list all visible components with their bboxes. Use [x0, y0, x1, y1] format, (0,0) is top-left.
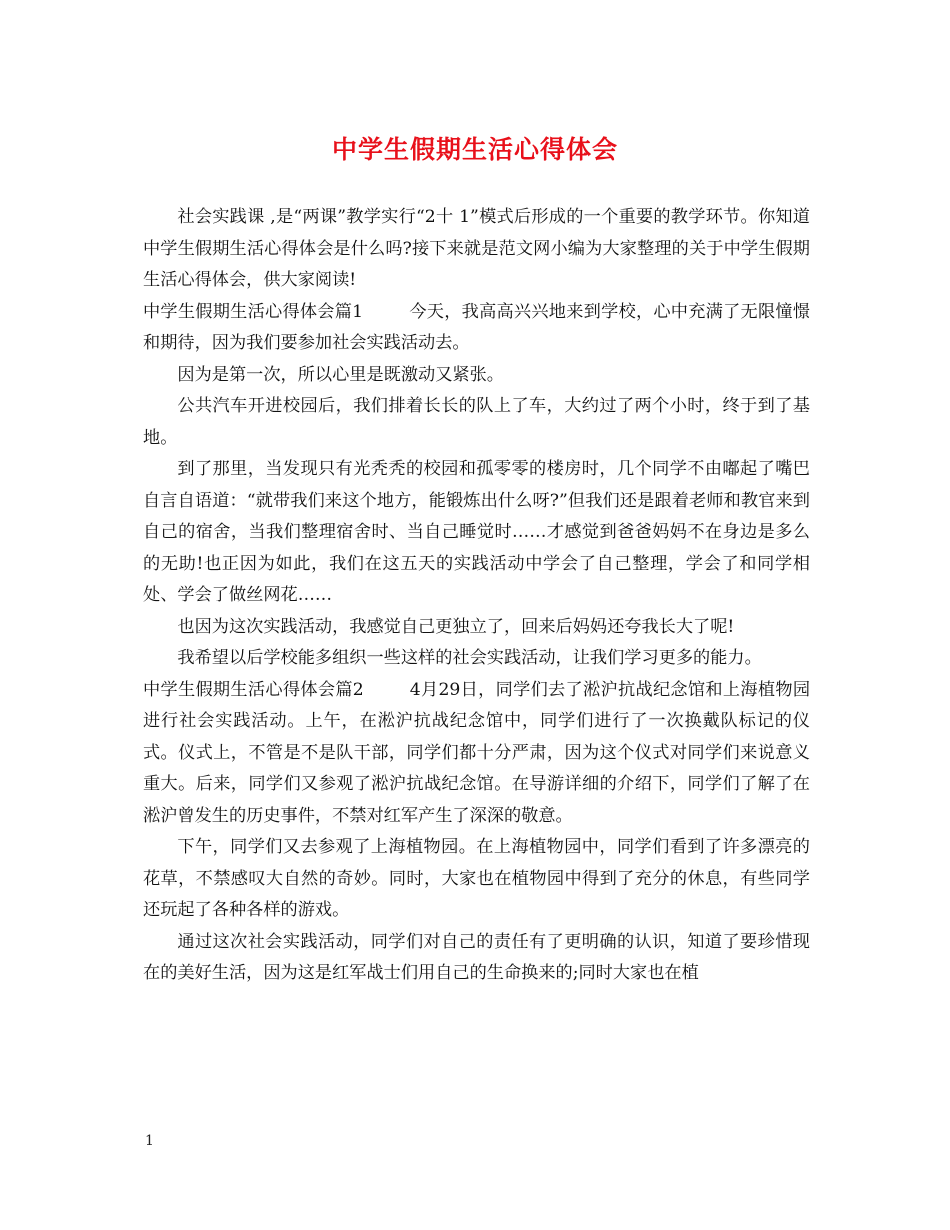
section-1-text: 今天，我高高兴兴地来到学校，心中充满了无限憧憬和期待，因为我们要参加社会实践活动去。	[143, 301, 810, 353]
paragraph: 到了那里，当发现只有光秃秃的校园和孤零零的楼房时，几个同学不由嘟起了嘴巴自言自语道：“就带我们来这个地方，能锻炼出什么呀?”但我们还是跟着老师和教官来到自己的宿舍，当我们整理宿舍时、当自己睡觉时……才感觉到爸爸妈妈不在身边是多么的无助!也正因为如此，我们在这五天的实践活动中学会了自己整理，学会了和同学相处、学会了做丝网花……	[143, 459, 810, 605]
document-body	[143, 202, 810, 990]
paragraph: 因为是第一次，所以心里是既激动又紧张。	[177, 364, 504, 385]
page-number: 1	[145, 1133, 154, 1149]
section-2-text: 4月29日，同学们去了淞沪抗战纪念馆和上海植物园进行社会实践活动。上午，在淞沪抗战纪念馆中，同学们进行了一次换戴队标记的仪式。仪式上，不管是不是队干部，同学们都十分严肃，因为这个仪式对同学们来说意义重大。后来，同学们又参观了淞沪抗战纪念馆。在导游详细的介绍下，同学们了解了在淞沪曾发生的历史事件，不禁对红军产生了深深的敬意。	[143, 679, 811, 826]
section-heading-1: 中学生假期生活心得体会篇1	[143, 301, 364, 322]
paragraph-intro: 社会实践课 ,是“两课”教学实行“2十 1”模式后形成的一个重要的教学环节。你知道中学生假期生活心得体会是什么吗?接下来就是范文网小编为大家整理的关于中学生假期生活心得体会，供大家阅读!	[143, 207, 810, 290]
paragraph: 也因为这次实践活动，我感觉自己更独立了，回来后妈妈还夸我长大了呢!	[177, 616, 735, 637]
paragraph: 下午，同学们又去参观了上海植物园。在上海植物园中，同学们看到了许多漂亮的花草，不禁感叹大自然的奇妙。同时，大家也在植物园中得到了充分的休息，有些同学还玩起了各种各样的游戏。	[143, 837, 810, 920]
paragraph: 公共汽车开进校园后，我们排着长长的队上了车，大约过了两个小时，终于到了基地。	[143, 396, 810, 448]
paragraph-section-1	[143, 297, 810, 360]
paragraph-section-2	[143, 675, 810, 833]
document-title: 中学生假期生活心得体会	[331, 135, 618, 164]
paragraph: 通过这次社会实践活动，同学们对自己的责任有了更明确的认识，知道了要珍惜现在的美好生活，因为这是红军战士们用自己的生命换来的;同时大家也在植	[143, 931, 810, 983]
section-heading-2: 中学生假期生活心得体会篇2	[143, 679, 364, 700]
paragraph: 我希望以后学校能多组织一些这样的社会实践活动，让我们学习更多的能力。	[177, 648, 762, 668]
